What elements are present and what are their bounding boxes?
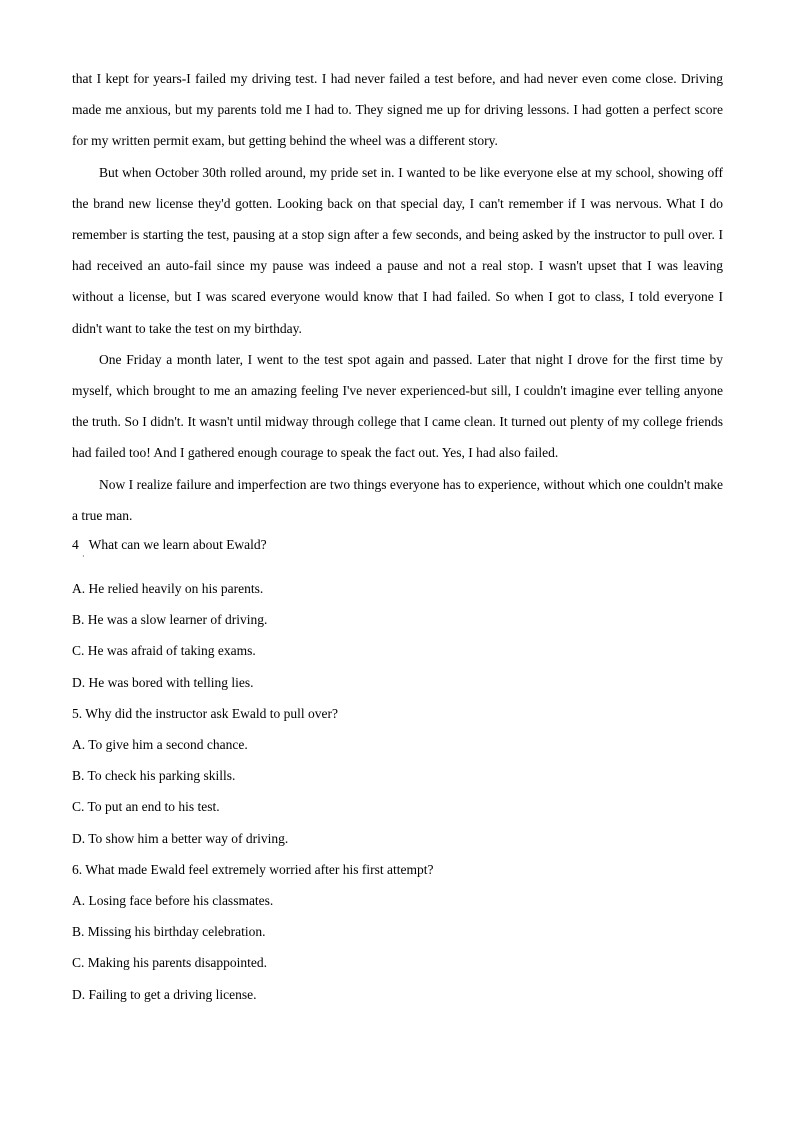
question-5 bbox=[72, 698, 723, 854]
question-4-option-c: C. He was afraid of taking exams. bbox=[72, 643, 256, 659]
passage-paragraph-2: But when October 30th rolled around, my pride set in. I wanted to be like everyone else at my school, showing off the brand new license they'd gotten. Looking back on that special day, I can't remember if I was nervous. What I do remember is starting the test, pausing at a stop sign after a few seconds, and being asked by the instructor to pull over. I had received an auto-fail since my pause was indeed a pause and not a real stop. I wasn't upset that I was leaving without a license, but I was scared everyone would know that I had failed. So when I got to class, I told everyone I didn't want to take the test on my birthday. bbox=[72, 164, 723, 336]
question-4-option-a: A. He relied heavily on his parents. bbox=[72, 581, 264, 596]
question-list bbox=[72, 531, 723, 1010]
question-6-option-b: B. Missing his birthday celebration. bbox=[72, 924, 266, 940]
passage-paragraph-3: One Friday a month later, I went to the test spot again and passed. Later that night I drove for the first time by myself, which brought to me an amazing feeling I've never experienced-but sill, I couldn't imagine ever telling anyone the truth. So I didn't. It wasn't until midway through college that I came clean. It turned out plenty of my college friends had failed too! And I gathered enough courage to speak the fact out. Yes, I had also failed. bbox=[72, 351, 723, 461]
passage-paragraph-1: that I kept for years-I failed my driving test. I had never failed a test before, and had never even come close. Driving made me anxious, but my parents told me I had to. They signed me up for driving lessons. I had gotten a perfect score for my written permit exam, but getting behind the wheel was a different story. bbox=[72, 71, 723, 149]
question-5-option-b: B. To check his parking skills. bbox=[72, 768, 236, 784]
question-6-stem: 6. What made Ewald feel extremely worried after his first attempt? bbox=[72, 861, 434, 877]
question-4-option-d: D. He was bored with telling lies. bbox=[72, 674, 254, 690]
question-5-option-d: D. To show him a better way of driving. bbox=[72, 830, 289, 846]
question-5-option-c: C. To put an end to his test. bbox=[72, 799, 220, 815]
question-4 bbox=[72, 531, 723, 698]
stray-dot-mark: · bbox=[82, 552, 85, 561]
question-6-option-c: C. Making his parents disappointed. bbox=[72, 955, 267, 971]
question-4-option-b: B. He was a slow learner of driving. bbox=[72, 612, 268, 628]
question-6 bbox=[72, 854, 723, 1010]
reading-passage bbox=[72, 63, 723, 531]
question-5-stem: 5. Why did the instructor ask Ewald to pull over? bbox=[72, 705, 338, 721]
passage-paragraph-4: Now I realize failure and imperfection are two things everyone has to experience, without which one couldn't make a true man. bbox=[72, 476, 723, 523]
question-4-stem: 4 What can we learn about Ewald? bbox=[72, 537, 267, 552]
question-4-mark bbox=[72, 552, 723, 573]
question-6-option-a: A. Losing face before his classmates. bbox=[72, 893, 274, 909]
question-6-option-d: D. Failing to get a driving license. bbox=[72, 986, 257, 1002]
question-5-option-a: A. To give him a second chance. bbox=[72, 737, 248, 753]
